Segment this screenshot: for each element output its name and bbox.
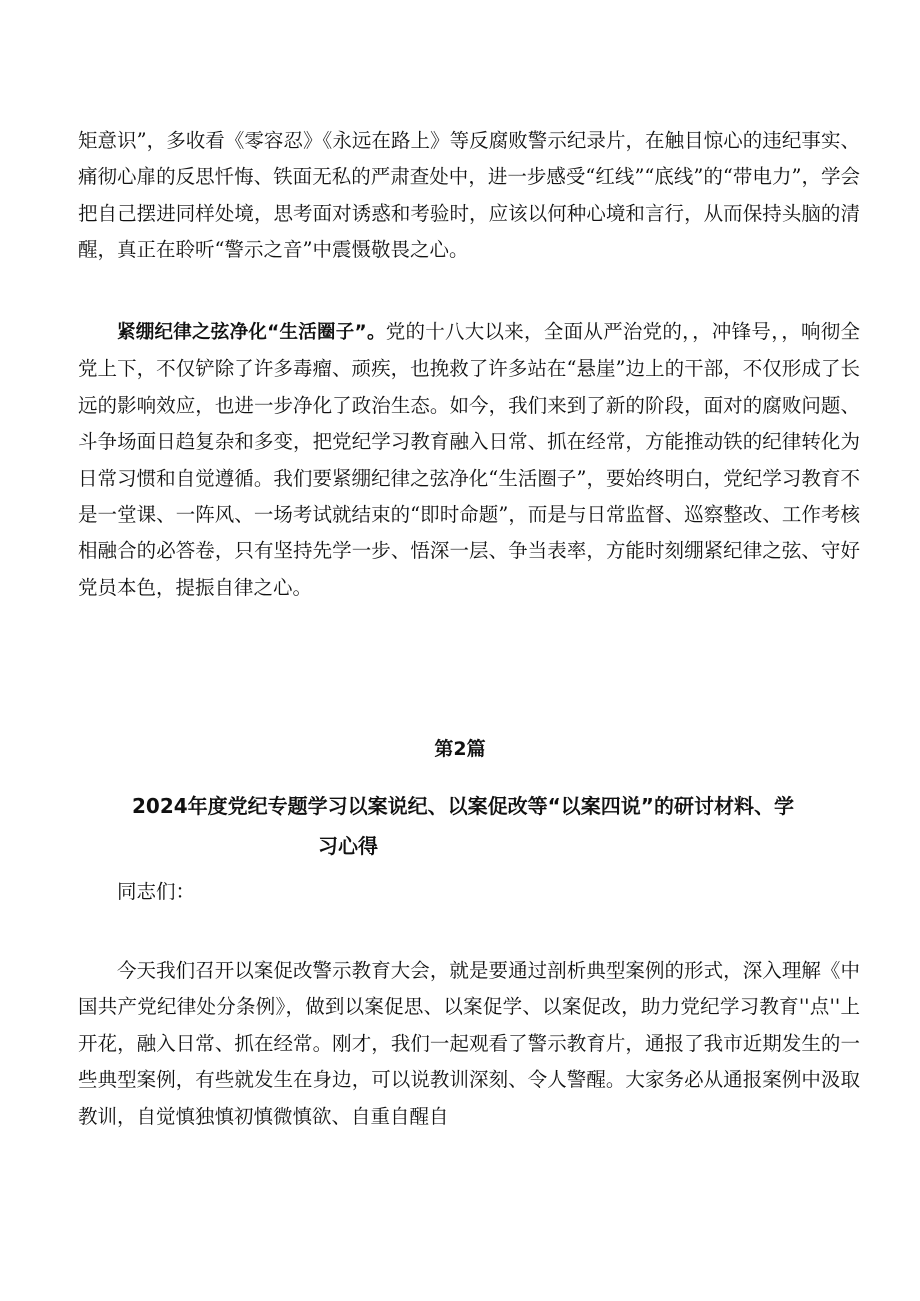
article-title-line-1: 2024年度党纪专题学习以案说纪、以案促改等“以案四说”的研讨材料、学	[132, 794, 794, 818]
paragraph-1	[78, 123, 860, 269]
paragraph-2-lead: 紧绷纪律之弦净化“生活圈子”。	[117, 322, 386, 343]
article-title-line-2: 习心得	[318, 834, 378, 858]
paragraph-3-text: 今天我们召开以案促改警示教育大会，就是要通过剖析典型案例的形式，深入理解《中国共产党纪律处分条例》，做到以案促思、以案促学、以案促改，助力党纪学习教育''点''上开花，融入日常、抓在经常。刚才，我们一起观看了警示教育片，通报了我市近期发生的一些典型案例，有些就发生在身边，可以说教训深刻、令人警醒。大家务必从通报案例中汲取教训，自觉慎独慎初慎微慎欲、自重自醒自	[78, 959, 860, 1128]
article-title	[132, 786, 872, 866]
paragraph-3	[78, 953, 860, 1135]
paragraph-2-text: 党的十八大以来，全面从严治党的，，冲锋号，，响彻全党上下，不仅铲除了许多毒瘤、顽疾，也挽救了许多站在“悬崖”边上的干部，不仅形成了长远的影响效应，也进一步净化了政治生态。如今，我们来到了新的阶段，面对的腐败问题、斗争场面日趋复杂和多变，把党纪学习教育融入日常、抓在经常，方能推动铁的纪律转化为日常习惯和自觉遵循。我们要紧绷纪律之弦净化“生活圈子”，要始终明白，党纪学习教育不是一堂课、一阵风、一场考试就结束的“即时命题”，而是与日常监督、巡察整改、工作考核相融合的必答卷，只有坚持先学一步、悟深一层、争当表率，方能时刻绷紧纪律之弦、守好党员本色，提振自律之心。	[78, 320, 860, 599]
greeting: 同志们：	[117, 880, 196, 903]
paragraph-1-text: 矩意识”，多收看《零容忍》《永远在路上》等反腐败警示纪录片，在触目惊心的违纪事实、痛彻心扉的反思忏悔、铁面无私的严肃查处中，进一步感受“红线”“底线”的“带电力”，学会把自己摆进同样处境，思考面对诱惑和考验时，应该以何种心境和言行，从而保持头脑的清醒，真正在聆听“警示之音”中震慑敬畏之心。	[78, 129, 860, 262]
section-heading: 第2篇	[434, 738, 486, 760]
paragraph-2	[78, 314, 860, 606]
